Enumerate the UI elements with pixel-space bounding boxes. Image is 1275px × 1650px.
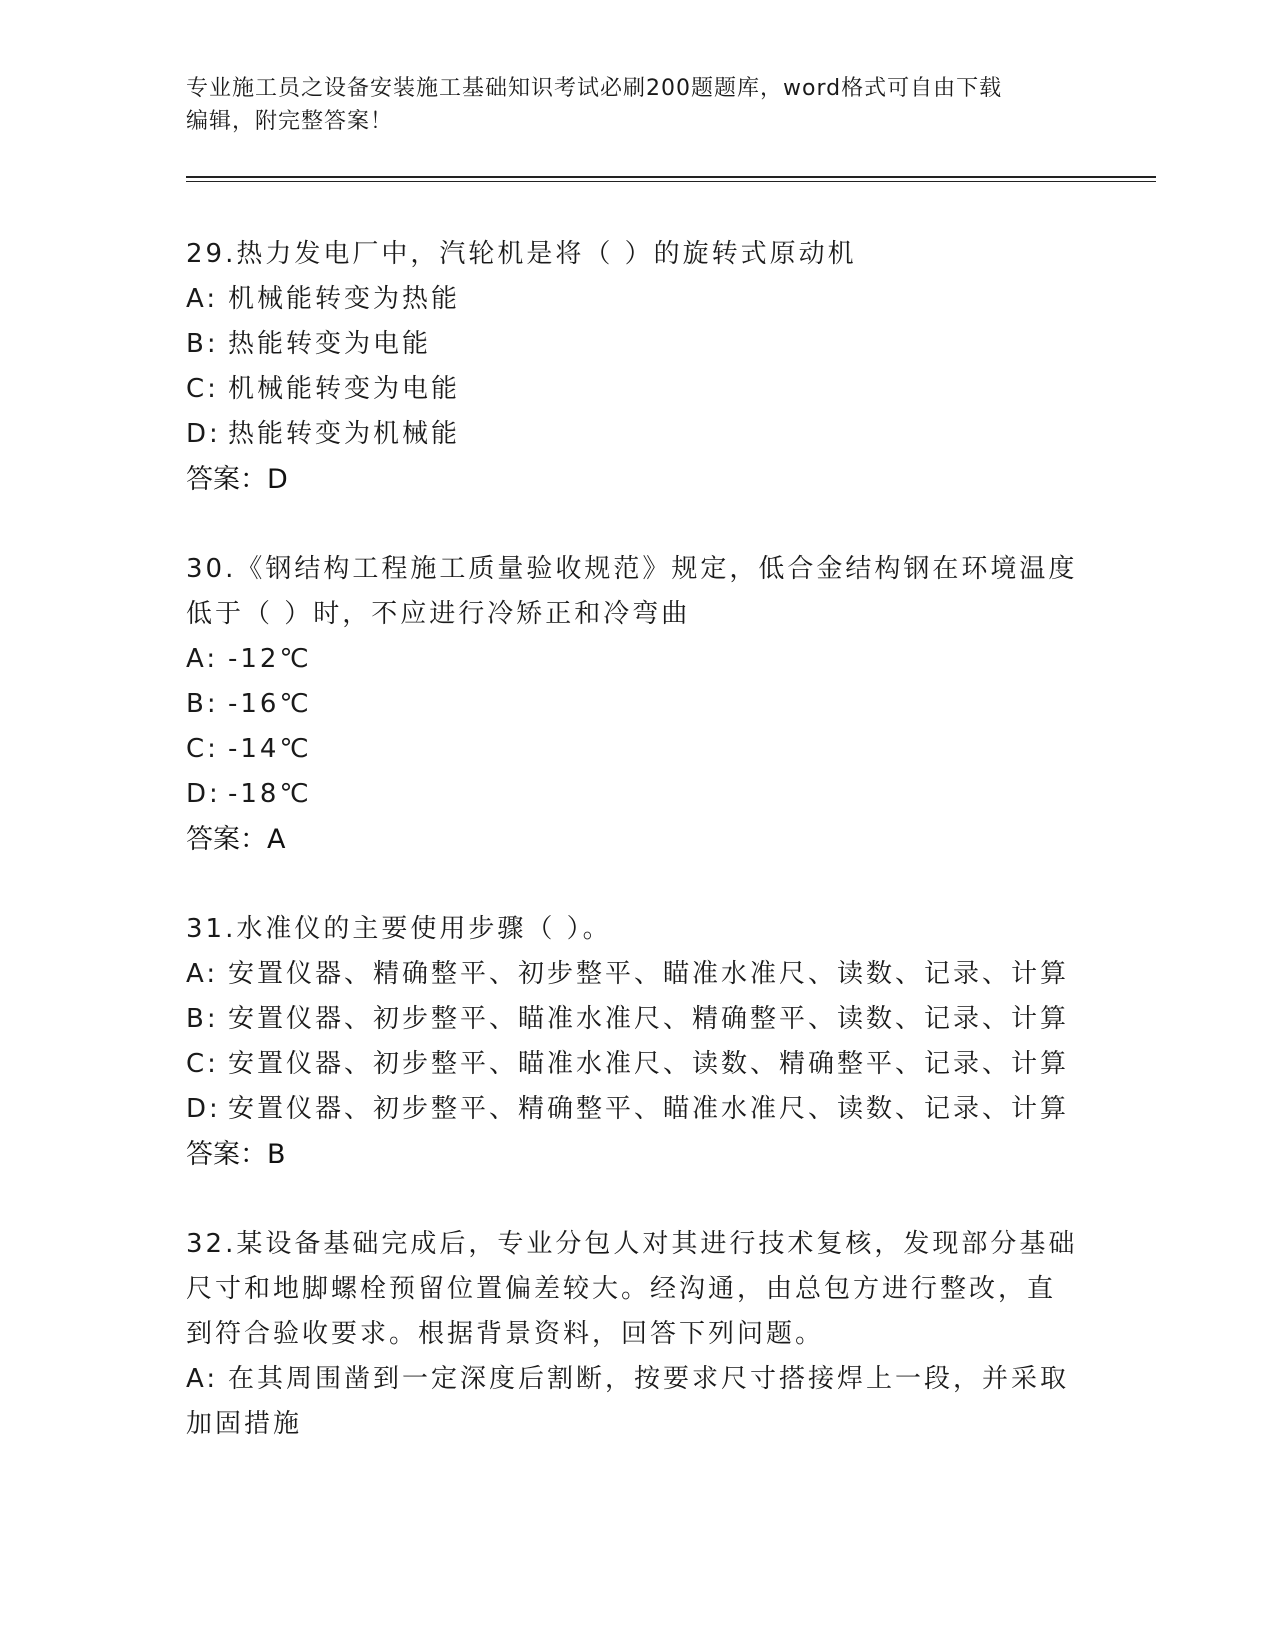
option-b	[186, 322, 1086, 367]
option-d	[186, 1087, 1086, 1132]
document-header	[186, 72, 1086, 138]
option-c	[186, 727, 1086, 772]
option-key: A:	[186, 644, 219, 674]
option-d	[186, 772, 1086, 817]
option-key: A:	[186, 284, 219, 314]
question-30	[186, 547, 1086, 862]
option-key: D:	[186, 419, 221, 449]
option-d	[186, 412, 1086, 457]
question-stem: 29.热力发电厂中，汽轮机是将（ ）的旋转式原动机	[186, 239, 857, 269]
answer-line: 答案：A	[186, 824, 286, 855]
question-stem-line-2: 低于（ ）时，不应进行冷矫正和冷弯曲	[186, 599, 691, 629]
header-rule-thick	[186, 176, 1156, 178]
option-key: B:	[186, 329, 219, 359]
option-b	[186, 997, 1086, 1042]
option-text: 安置仪器、初步整平、精确整平、瞄准水准尺、读数、记录、计算	[228, 1094, 1070, 1124]
option-text: -14℃	[228, 734, 312, 764]
option-text: -18℃	[228, 779, 312, 809]
header-line-1: 专业施工员之设备安装施工基础知识考试必刷200题题库，word格式可自由下载	[186, 76, 1003, 101]
option-text: -12℃	[228, 644, 312, 674]
answer-line: 答案：D	[186, 464, 288, 495]
header-line-2: 编辑，附完整答案！	[186, 109, 394, 134]
question-stem-line-1: 30.《钢结构工程施工质量验收规范》规定，低合金结构钢在环境温度	[186, 554, 1078, 584]
option-key: C:	[186, 734, 219, 764]
option-text: 安置仪器、精确整平、初步整平、瞄准水准尺、读数、记录、计算	[228, 959, 1070, 989]
question-stem-line-1: 32.某设备基础完成后，专业分包人对其进行技术复核，发现部分基础	[186, 1229, 1078, 1259]
question-stem-line-3: 到符合验收要求。根据背景资料，回答下列问题。	[186, 1319, 825, 1349]
option-key: C:	[186, 374, 219, 404]
question-32	[186, 1222, 1086, 1447]
option-key: D:	[186, 1094, 221, 1124]
question-31	[186, 907, 1086, 1177]
option-text: -16℃	[228, 689, 312, 719]
option-a	[186, 637, 1086, 682]
option-text: 安置仪器、初步整平、瞄准水准尺、读数、精确整平、记录、计算	[228, 1049, 1070, 1079]
option-key: B:	[186, 689, 219, 719]
option-text: 热能转变为电能	[228, 329, 432, 359]
option-text: 安置仪器、初步整平、瞄准水准尺、精确整平、读数、记录、计算	[228, 1004, 1070, 1034]
option-text: 机械能转变为电能	[228, 374, 461, 404]
question-stem: 31.水准仪的主要使用步骤（ ）。	[186, 914, 612, 944]
option-c	[186, 367, 1086, 412]
option-text: 在其周围凿到一定深度后割断，按要求尺寸搭接焊上一段，并采取	[228, 1364, 1070, 1394]
option-key: A:	[186, 1364, 219, 1394]
option-a	[186, 277, 1086, 322]
option-key: B:	[186, 1004, 219, 1034]
option-text: 机械能转变为热能	[228, 284, 461, 314]
option-c	[186, 1042, 1086, 1087]
option-text: 热能转变为机械能	[228, 419, 461, 449]
option-key: C:	[186, 1049, 219, 1079]
option-b	[186, 682, 1086, 727]
question-list	[186, 232, 1086, 1492]
option-key: D:	[186, 779, 221, 809]
answer-line: 答案：B	[186, 1139, 286, 1170]
option-a	[186, 952, 1086, 997]
question-29	[186, 232, 1086, 502]
option-a-continuation: 加固措施	[186, 1409, 303, 1439]
option-a	[186, 1357, 1086, 1402]
option-key: A:	[186, 959, 219, 989]
question-stem-line-2: 尺寸和地脚螺栓预留位置偏差较大。经沟通，由总包方进行整改，直	[186, 1274, 1057, 1304]
header-rule-thin	[186, 181, 1156, 182]
